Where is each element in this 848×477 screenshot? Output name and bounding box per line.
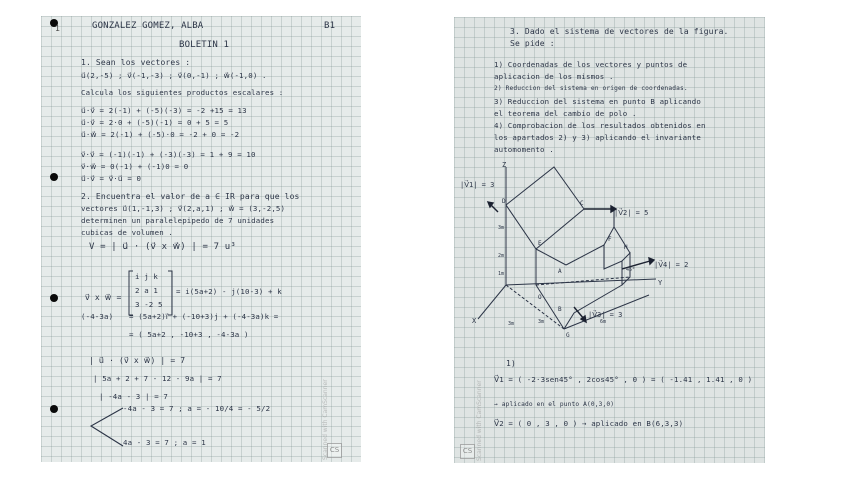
cross-product-line: = ( 5a+2 , -10+3 , -4-3a ) [129,330,249,339]
product-line: u⃗·w⃗ = 2(-1) + (-5)·0 = -2 + 0 = -2 [81,130,240,139]
scanner-watermark: Scanned with CamScanner [322,379,329,460]
x-axis [478,285,506,319]
v3-magnitude: |V⃗3| = 3 [588,311,623,319]
point-a: A [558,268,562,275]
product-line: v⃗·v⃗ = (-1)(-1) + (-3)(-3) = 1 + 9 = 10 [81,150,256,159]
exercise-2-line: cubicas de volumen . [81,228,173,237]
exercise-3-item: automomento . [494,145,554,154]
exercise-2-line: determinen un paralelepipedo de 7 unidades [81,216,275,225]
cross-product-line: = (5a+2)i⃗ + (-10+3)j + (-4-3a)k = [129,312,279,321]
group-label: B1 [324,21,336,31]
dim-label: 3m [538,319,545,325]
solution-line: -4a - 3 = 7 ; a = - 10/4 = - 5/2 [123,404,271,413]
solution-line: 4a - 3 = 7 ; a = 1 [123,438,206,447]
matrix-row: 2 a 1 [135,286,158,295]
vectors-line: u⃗(2,-5) ; v⃗(-1,-3) ; v⃗(0,-1) ; w⃗(-1,0) . [81,71,267,80]
dim-label: 1m [498,271,505,277]
product-line: u⃗·v⃗ = 2·0 + (-5)(-1) = 0 + 5 = 5 [81,118,229,127]
camscanner-icon: CS [460,444,475,459]
student-name: GONZALEZ GOMEZ, ALBA [92,21,204,31]
scanner-watermark: Scanned with CamScanner [476,380,483,461]
exercise-3-item: el teorema del cambio de polo . [494,109,637,118]
cross-product-label: v⃗ x w⃗ = [85,293,122,302]
equation-line: | u⃗ · (v⃗ x w⃗) | = 7 [89,356,186,365]
answer-line: → aplicado en el punto A(0,3,0) [494,401,615,408]
y-axis [506,279,656,285]
exercise-3-item: los apartados 2) y 3) aplicando el invariante [494,133,701,142]
v2-magnitude: |V⃗2| = 5 [614,209,649,217]
dim-label: 6m [600,319,607,325]
exercise-1-heading: 1. Sean los vectores : [81,58,191,67]
exercise-3-item: 1) Coordenadas de los vectores y puntos de [494,60,688,69]
case-bracket [87,404,127,450]
cross-product-line: (-4-3a) [81,312,114,321]
dim-label: 3m [498,225,505,231]
v1-magnitude: |V⃗1| = 3 [460,181,495,189]
product-line: u⃗·v⃗ = v⃗·u⃗ = 0 [81,174,142,183]
v4-magnitude: |V⃗4| = 2 [654,261,689,269]
instruction-line: Calcula los siguientes productos escalares : [81,88,284,97]
angle-label: 45° [626,267,636,273]
exercise-3-item: 4) Comprobacion de los resultados obtenidos en [494,121,706,130]
point-d: D [502,198,506,205]
exercise-2-line: vectores u⃗(1,-1,3) ; v⃗(2,a,1) ; w⃗ = (3,-2,5) [81,204,286,213]
matrix-expansion: = i(5a+2) - j(10-3) + k [176,287,282,296]
page-number: 1 [55,24,61,33]
vector-system-figure [454,17,765,463]
camscanner-icon: CS [327,443,342,458]
binder-hole [50,405,58,413]
equation-line: | -4a - 3 | = 7 [99,392,168,401]
x-axis-label: X [472,317,477,325]
point-g: G [566,332,570,339]
point-h: H [624,244,628,251]
answer-label: 1) [506,359,516,368]
sheet-title: BOLETIN 1 [179,40,230,50]
point-e: E [538,240,542,247]
equation-line: | 5a + 2 + 7 - 12 - 9a | = 7 [93,374,222,383]
hidden-edge [506,285,564,329]
product-line: v⃗·w⃗ = 0(-1) + (-1)0 = 0 [81,162,189,171]
matrix-row: 3 -2 5 [135,300,163,309]
exercise-3-item: 2) Reduccion del sistema en origen de coordenadas. [494,85,688,92]
point-o: O [538,294,542,301]
point-f: F [608,236,612,243]
exercise-2-heading: 2. Encuentra el valor de a ∈ IR para que los [81,192,300,201]
point-c: C [580,200,584,207]
prism-top-face [506,167,584,249]
y-axis-label: Y [658,279,663,287]
prism-edge [536,249,566,265]
z-axis-label: Z [502,161,507,169]
notebook-page-right [454,17,765,463]
exercise-3-heading: 3. Dado el sistema de vectores de la figura. [510,27,729,36]
exercise-3-item: 3) Reduccion del sistema en punto B aplicando [494,97,701,106]
binder-hole [50,173,58,181]
product-line: u⃗·v⃗ = 2(-1) + (-5)(-3) = -2 +15 = 13 [81,106,247,115]
notebook-page-left [41,16,361,462]
matrix-row: i j k [135,272,158,281]
prism-front-edge [536,249,564,329]
answer-line: V⃗2 = ( 0 , 3 , 0 ) → aplicado en B(6,3,3) [494,419,684,428]
dim-label: 3m [508,321,515,327]
matrix-bracket-left [128,270,134,316]
volume-formula: V = | u⃗ · (v⃗ x w⃗) | = 7 u³ [89,242,236,252]
binder-hole [50,294,58,302]
point-b: B [558,306,562,313]
matrix-bracket-right [167,270,173,316]
dim-label: 2m [498,253,505,259]
exercise-3-item: aplicacion de los mismos . [494,72,614,81]
answer-line: V⃗1 = ( -2·3sen45° , 2cos45° , 0 ) = ( -1.41 , 1.41 , 0 ) [494,375,753,384]
exercise-3-line: Se pide : [510,39,555,48]
